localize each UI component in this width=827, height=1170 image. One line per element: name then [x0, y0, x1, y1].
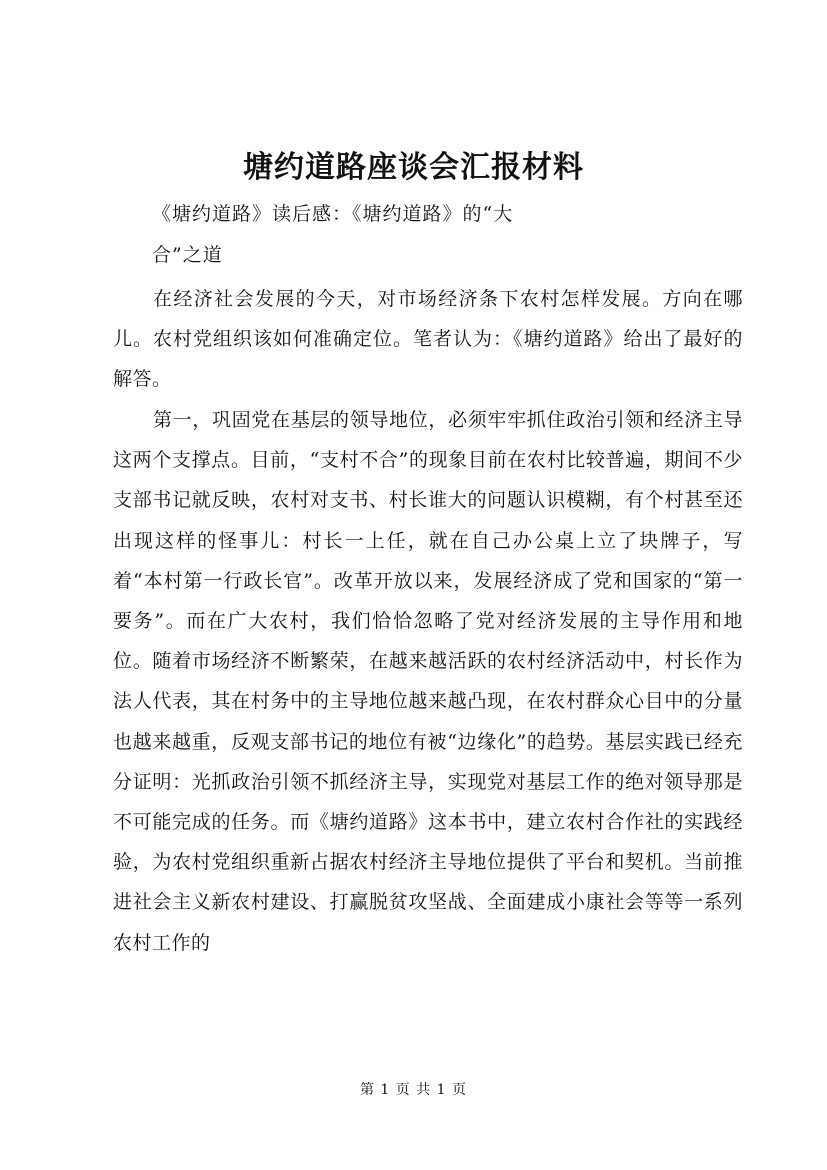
- page-number-footer: 第 1 页 共 1 页: [359, 1082, 468, 1098]
- subtitle-line-2: 合”之道: [152, 244, 223, 266]
- document-title: 塘约道路座谈会汇报材料: [243, 150, 584, 185]
- body-paragraph-2: 第一，巩固党在基层的领导地位，必须牢牢抓住政治引领和经济主导这两个支撑点。目前，“支村不合”的现象目前在农村比较普遍，期间不少支部书记就反映，农村对支书、村长谁大的问题认识模糊，有个村甚至还出现这样的怪事儿：村长一上任，就在自己办公桌上立了块牌子，写着“本村第一行政长官”。改革开放以来，发展经济成了党和国家的“第一要务”。而在广大农村，我们恰恰忽略了党对经济发展的主导作用和地位。随着市场经济不断繁荣，在越来越活跃的农村经济活动中，村长作为法人代表，其在村务中的主导地位越来越凸现，在农村群众心目中的分量也越来越重，反观支部书记的地位有被“边缘化”的趋势。基层实践已经充分证明：光抓政治引领不抓经济主导，实现党对基层工作的绝对领导那是不可能完成的任务。而《塘约道路》这本书中，建立农村合作社的实践经验，为农村党组织重新占据农村经济主导地位提供了平台和契机。当前推进社会主义新农村建设、打赢脱贫攻坚战、全面建成小康社会等等一系列农村工作的: [113, 409, 743, 954]
- subtitle-line-1: 《塘约道路》读后感：《塘约道路》的“大: [152, 203, 514, 225]
- body-paragraph-1: 在经济社会发展的今天，对市场经济条下农村怎样发展。方向在哪儿。农村党组织该如何准确定位。笔者认为：《塘约道路》给出了最好的解答。: [113, 288, 743, 391]
